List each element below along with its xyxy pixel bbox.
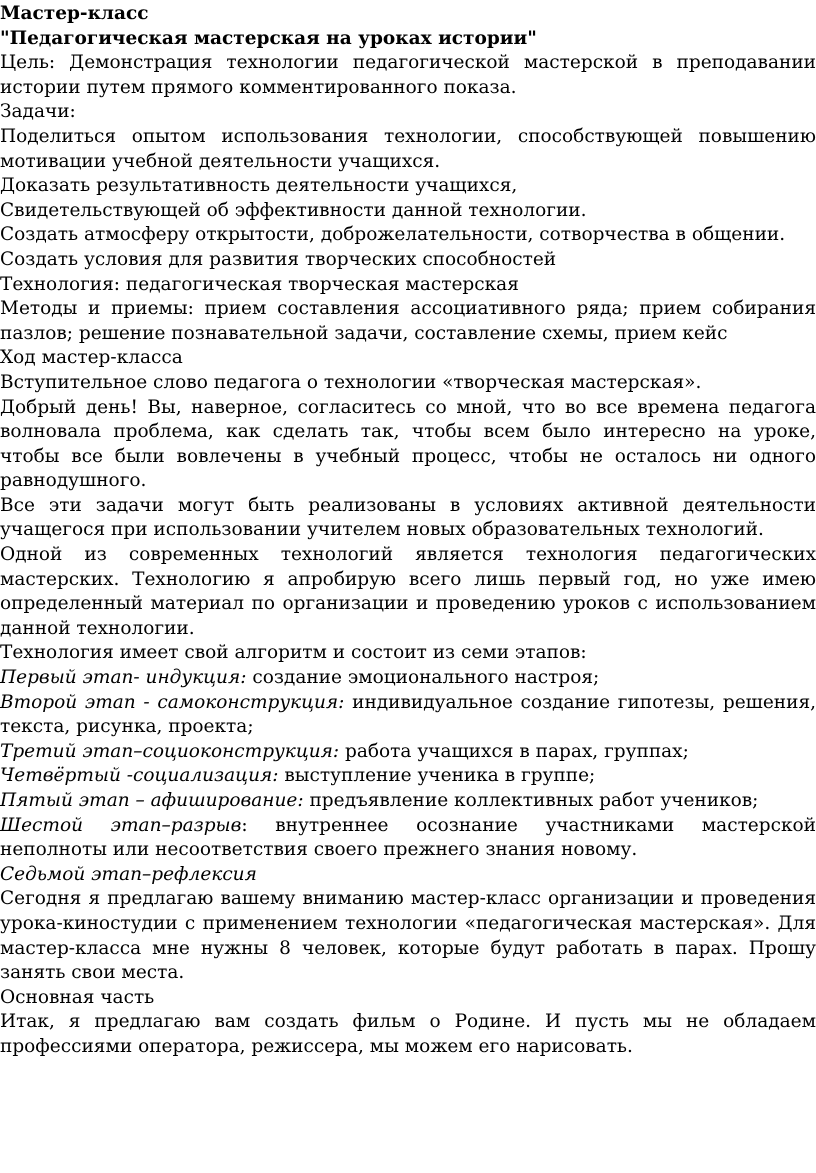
heading-line-2: "Педагогическая мастерская на уроках истории" (0, 27, 537, 49)
body-paragraph: Добрый день! Вы, наверное, согласитесь со мной, что во все времена педагога волновала проблема, как сделать так, чтобы всем было интересно на уроке, чтобы все были вовлечены в учебный процесс, чтобы не осталось ни одного равнодушного. (0, 396, 816, 492)
stage-name: Первый этап- индукция: (0, 667, 247, 689)
body-paragraph: Все эти задачи могут быть реализованы в условиях активной деятельности учащегося при использовании учителем новых образовательных технологий. (0, 494, 816, 541)
task-item: Поделиться опытом использования технологии, способствующей повышению мотивации учебной деятельности учащихся. (0, 125, 816, 172)
task-item: Свидетельствующей об эффективности данной технологии. (0, 199, 587, 221)
stage-item (0, 666, 816, 691)
today-paragraph: Сегодня я предлагаю вашему вниманию мастер-класс организации и проведения урока-киностудии с применением технологии «педагогическая мастерская». Для мастер-класса мне нужны 8 человек, которые будут работать в парах. Прошу занять свои места. (0, 888, 816, 984)
stage-item (0, 789, 816, 814)
stage-item (0, 740, 816, 765)
stage-text: создание эмоционального настроя; (246, 667, 600, 689)
main-paragraph: Итак, я предлагаю вам создать фильм о Родине. И пусть мы не обладаем профессиями оператора, режиссера, мы можем его нарисовать. (0, 1011, 816, 1057)
stage-text: предъявление коллективных работ учеников; (303, 790, 759, 811)
stage-item (0, 863, 816, 888)
stage-name: Третий этап–социоконструкция: (0, 740, 340, 762)
stage-text: индивидуальное создание гипотезы, решения, текста, рисунка, проекта; (0, 691, 816, 738)
stage-item (0, 691, 816, 740)
goal-paragraph: Цель: Демонстрация технологии педагогической мастерской в преподавании истории путем прямого комментированного показа. (0, 52, 816, 98)
methods-paragraph: Методы и приемы: прием составления ассоциативного ряда; прием собирания пазлов; решение познавательной задачи, составление схемы, прием кейс (0, 298, 816, 344)
task-item: Создать атмосферу открытости, доброжелательности, сотворчества в общении. (0, 224, 786, 246)
intro-line: Вступительное слово педагога о технологии «творческая мастерская». (0, 371, 702, 393)
stage-name: Пятый этап – афиширование: (0, 790, 304, 811)
tasks-label: Задачи: (0, 101, 76, 123)
technology-line: Технология: педагогическая творческая мастерская (0, 273, 519, 295)
stage-item (0, 814, 816, 863)
stage-text: выступление ученика в группе; (278, 765, 596, 787)
task-item: Создать условия для развития творческих способностей (0, 248, 557, 270)
body-paragraph: Технология имеет свой алгоритм и состоит из семи этапов: (0, 642, 587, 664)
stage-name: Шестой этап–разрыв (0, 814, 242, 836)
progress-label: Ход мастер-класса (0, 347, 183, 369)
stage-name: Седьмой этап–рефлексия (0, 863, 257, 885)
stage-text: работа учащихся в парах, группах; (339, 740, 689, 762)
heading-line-1: Мастер-класс (0, 3, 149, 24)
stage-name: Четвёртый -социализация: (0, 765, 279, 787)
main-part-label: Основная часть (0, 986, 155, 1008)
body-paragraph: Одной из современных технологий является технология педагогических мастерских. Технологию я апробирую всего лишь первый год, но уже имею определенный материал по организации и проведению уроков с использованием данной технологии. (0, 544, 816, 639)
stage-item (0, 764, 816, 789)
task-item: Доказать результативность деятельности учащихся, (0, 175, 518, 197)
stage-name: Второй этап - самоконструкция: (0, 691, 345, 713)
stage-text: : внутреннее осознание участниками мастерской неполноты или несоответствия своего прежнего знания новому. (0, 814, 816, 861)
